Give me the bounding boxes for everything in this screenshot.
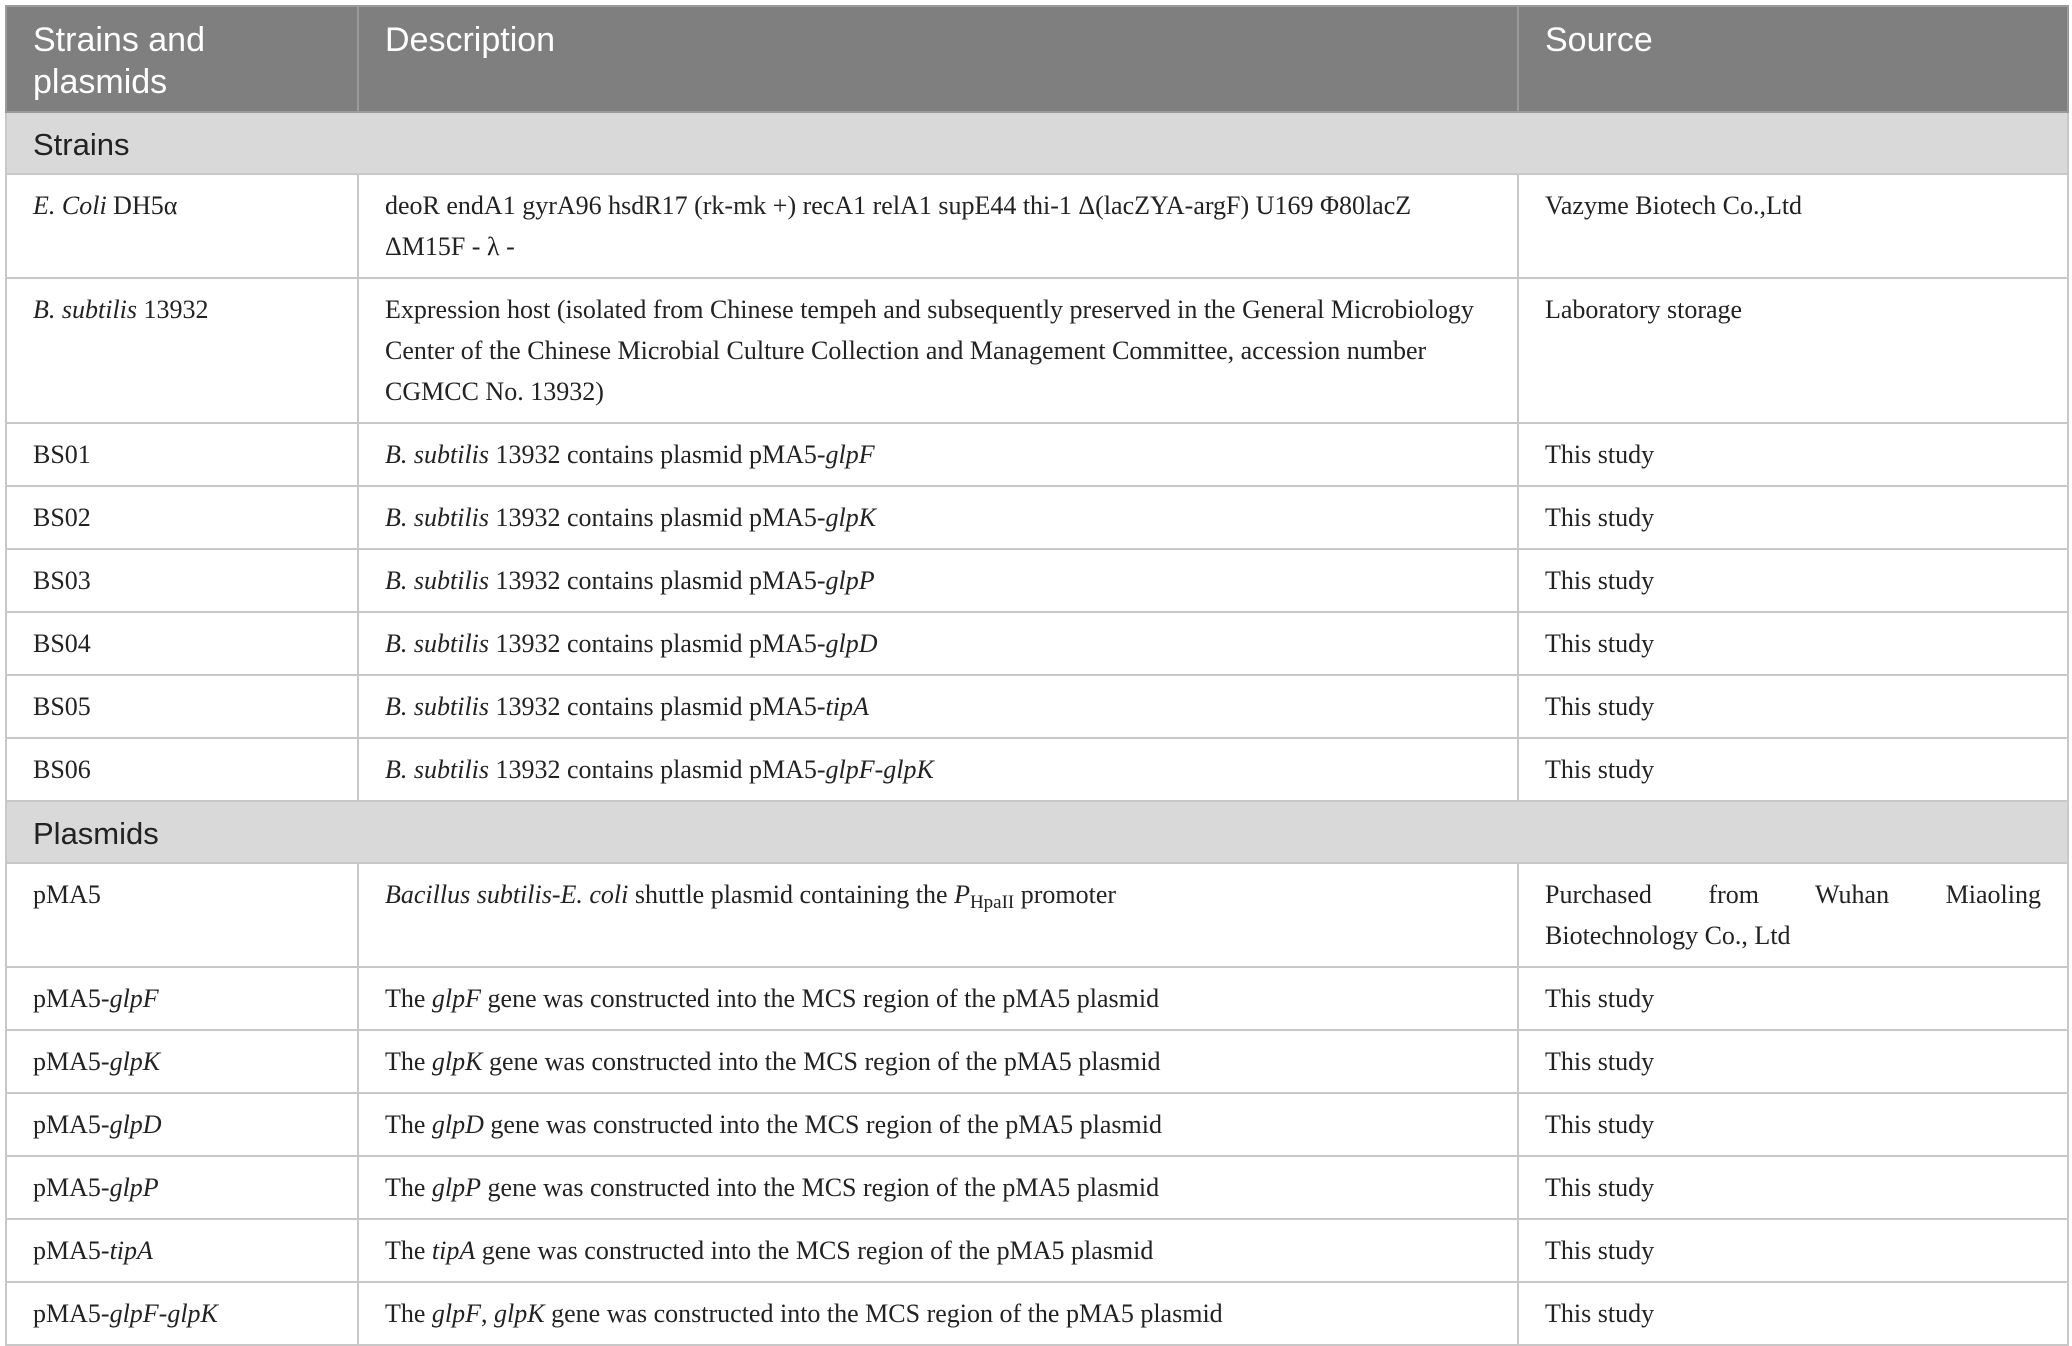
table-row	[6, 549, 2068, 612]
text-run: Expression host (isolated from Chinese tempeh and subsequently preserved in the General Microbiology Center of the Chinese Microbial Culture Collection and Management Committee, accession number CGMCC No. 13932)	[385, 295, 1474, 406]
description-cell	[358, 675, 1518, 738]
strain-name-cell	[6, 1282, 358, 1345]
italic-text: B. subtilis	[385, 629, 490, 658]
text-run: This study	[1545, 692, 1655, 721]
text-run: BS06	[33, 755, 91, 784]
italic-text: glpF	[109, 984, 159, 1013]
text-run: This study	[1545, 755, 1655, 784]
text-run: BS01	[33, 440, 91, 469]
table-row	[6, 738, 2068, 801]
description-cell	[358, 1093, 1518, 1156]
italic-text: B. subtilis	[385, 440, 490, 469]
source-cell	[1518, 1219, 2068, 1282]
italic-text: tipA	[431, 1236, 476, 1265]
section-row-strains	[6, 112, 2068, 174]
text-run: This study	[1545, 566, 1655, 595]
italic-text: glpF-glpK	[109, 1299, 218, 1328]
description-cell	[358, 174, 1518, 278]
text-run: This study	[1545, 1236, 1655, 1265]
italic-text: B. subtilis	[33, 295, 138, 324]
italic-text: glpK	[431, 1047, 483, 1076]
italic-text: B. subtilis	[385, 503, 490, 532]
text-run: deoR endA1 gyrA96 hsdR17 (rk-mk +) recA1 relA1 supE44 thi-1 Δ(lacZYA-argF) U169 Φ80lacZ ΔM15F - λ -	[385, 191, 1412, 261]
source-cell	[1518, 1282, 2068, 1345]
text-run: gene was constructed into the MCS region of the pMA5 plasmid	[482, 1047, 1161, 1076]
italic-text: glpD	[431, 1110, 484, 1139]
text-run: 13932 contains plasmid pMA5-	[489, 503, 826, 532]
text-run: The	[385, 1110, 432, 1139]
strain-name-cell	[6, 1093, 358, 1156]
text-run: The	[385, 1299, 432, 1328]
description-cell	[358, 863, 1518, 967]
table-row	[6, 1093, 2068, 1156]
section-row-plasmids	[6, 801, 2068, 863]
strain-name-cell	[6, 174, 358, 278]
description-cell	[358, 549, 1518, 612]
source-cell	[1518, 675, 2068, 738]
text-run: The	[385, 1236, 432, 1265]
strain-name-cell	[6, 1219, 358, 1282]
italic-text: glpF	[825, 440, 875, 469]
text-run: Vazyme Biotech Co.,Ltd	[1545, 191, 1803, 220]
text-run: ,	[481, 1299, 495, 1328]
italic-text: glpP	[825, 566, 875, 595]
table-row	[6, 1030, 2068, 1093]
source-cell	[1518, 278, 2068, 423]
description-cell	[358, 612, 1518, 675]
source-cell	[1518, 1030, 2068, 1093]
text-run: This study	[1545, 503, 1655, 532]
italic-text: glpP	[109, 1173, 159, 1202]
source-cell	[1518, 863, 2068, 967]
description-cell	[358, 1282, 1518, 1345]
table-row	[6, 278, 2068, 423]
text-run: This study	[1545, 1173, 1655, 1202]
strains-plasmids-table	[5, 5, 2069, 1346]
source-cell	[1518, 174, 2068, 278]
text-run: This study	[1545, 440, 1655, 469]
text-run: gene was constructed into the MCS region of the pMA5 plasmid	[475, 1236, 1154, 1265]
table-row	[6, 1219, 2068, 1282]
table-row	[6, 675, 2068, 738]
section-title: Plasmids	[6, 801, 2068, 863]
table-row	[6, 174, 2068, 278]
text-run: This study	[1545, 984, 1655, 1013]
text-run: gene was constructed into the MCS region of the pMA5 plasmid	[481, 984, 1160, 1013]
source-cell	[1518, 1093, 2068, 1156]
source-cell	[1518, 967, 2068, 1030]
text-run: promoter	[1014, 880, 1117, 909]
text-run: This study	[1545, 1047, 1655, 1076]
text-run: pMA5-	[33, 1236, 110, 1265]
table-row	[6, 967, 2068, 1030]
italic-text: tipA	[109, 1236, 153, 1265]
text-run: 13932 contains plasmid pMA5-	[489, 440, 826, 469]
strain-name-cell	[6, 863, 358, 967]
text-run: 13932 contains plasmid pMA5-	[489, 566, 826, 595]
text-run: BS02	[33, 503, 91, 532]
text-run: DH5α	[106, 191, 178, 220]
italic-text: glpF	[431, 984, 482, 1013]
strain-name-cell	[6, 1030, 358, 1093]
header-strains-plasmids: Strains and plasmids	[6, 6, 358, 112]
description-cell	[358, 1156, 1518, 1219]
italic-text: B. subtilis	[385, 755, 490, 784]
description-cell	[358, 738, 1518, 801]
header-row	[6, 6, 2068, 112]
section-title: Strains	[6, 112, 2068, 174]
italic-text: glpP	[431, 1173, 482, 1202]
italic-text: glpD	[109, 1110, 162, 1139]
text-run: The	[385, 1173, 432, 1202]
description-cell	[358, 486, 1518, 549]
strain-name-cell	[6, 612, 358, 675]
text-run: 13932 contains plasmid pMA5-	[489, 755, 826, 784]
table-row	[6, 863, 2068, 967]
description-cell	[358, 967, 1518, 1030]
strain-name-cell	[6, 967, 358, 1030]
italic-text: glpK	[109, 1047, 161, 1076]
table-header	[6, 6, 2068, 112]
text-run: Purchased from Wuhan Miaoling Biotechnology Co., Ltd	[1545, 880, 2041, 950]
text-run: BS04	[33, 629, 91, 658]
text-run: Laboratory storage	[1545, 295, 1743, 324]
header-source: Source	[1518, 6, 2068, 112]
text-run: gene was constructed into the MCS region of the pMA5 plasmid	[481, 1173, 1160, 1202]
description-cell	[358, 1219, 1518, 1282]
text-run: gene was constructed into the MCS region of the pMA5 plasmid	[544, 1299, 1223, 1328]
strain-name-cell	[6, 1156, 358, 1219]
table-body	[6, 112, 2068, 1345]
table-row	[6, 1282, 2068, 1345]
source-cell	[1518, 612, 2068, 675]
text-run: pMA5-	[33, 1047, 110, 1076]
description-cell	[358, 1030, 1518, 1093]
text-run: 13932 contains plasmid pMA5-	[489, 692, 826, 721]
strain-name-cell	[6, 675, 358, 738]
table-row	[6, 423, 2068, 486]
table-row	[6, 1156, 2068, 1219]
table-row	[6, 486, 2068, 549]
text-run: This study	[1545, 1110, 1655, 1139]
text-run: This study	[1545, 1299, 1655, 1328]
source-cell	[1518, 486, 2068, 549]
source-cell	[1518, 1156, 2068, 1219]
strain-name-cell	[6, 423, 358, 486]
header-description: Description	[358, 6, 1518, 112]
italic-text: Bacillus subtilis-E. coli	[385, 880, 629, 909]
strain-name-cell	[6, 738, 358, 801]
strain-name-cell	[6, 278, 358, 423]
text-run: 13932	[137, 295, 209, 324]
italic-text: glpK	[494, 1299, 545, 1328]
description-cell	[358, 278, 1518, 423]
source-cell	[1518, 423, 2068, 486]
text-run: BS05	[33, 692, 91, 721]
table-row	[6, 612, 2068, 675]
text-run: gene was constructed into the MCS region of the pMA5 plasmid	[483, 1110, 1162, 1139]
italic-text: B. subtilis	[385, 692, 490, 721]
italic-text: P	[954, 880, 970, 909]
italic-text: glpK	[825, 503, 877, 532]
italic-text: glpF	[431, 1299, 482, 1328]
text-run: pMA5-	[33, 1173, 110, 1202]
text-run: This study	[1545, 629, 1655, 658]
text-run: pMA5-	[33, 984, 110, 1013]
italic-text: B. subtilis	[385, 566, 490, 595]
text-run: pMA5	[33, 880, 101, 909]
text-run: pMA5-	[33, 1299, 110, 1328]
italic-text: tipA	[825, 692, 869, 721]
strain-name-cell	[6, 486, 358, 549]
strain-name-cell	[6, 549, 358, 612]
description-cell	[358, 423, 1518, 486]
text-run: The	[385, 984, 432, 1013]
text-run: The	[385, 1047, 432, 1076]
italic-text: glpF-glpK	[825, 755, 934, 784]
text-run: shuttle plasmid containing the	[628, 880, 955, 909]
source-cell	[1518, 738, 2068, 801]
strains-plasmids-table-wrapper	[5, 5, 2067, 1346]
text-run: 13932 contains plasmid pMA5-	[489, 629, 826, 658]
text-run: pMA5-	[33, 1110, 110, 1139]
subscript-text: HpaII	[969, 892, 1015, 913]
italic-text: glpD	[825, 629, 878, 658]
text-run: BS03	[33, 566, 91, 595]
source-cell	[1518, 549, 2068, 612]
italic-text: E. Coli	[33, 191, 107, 220]
